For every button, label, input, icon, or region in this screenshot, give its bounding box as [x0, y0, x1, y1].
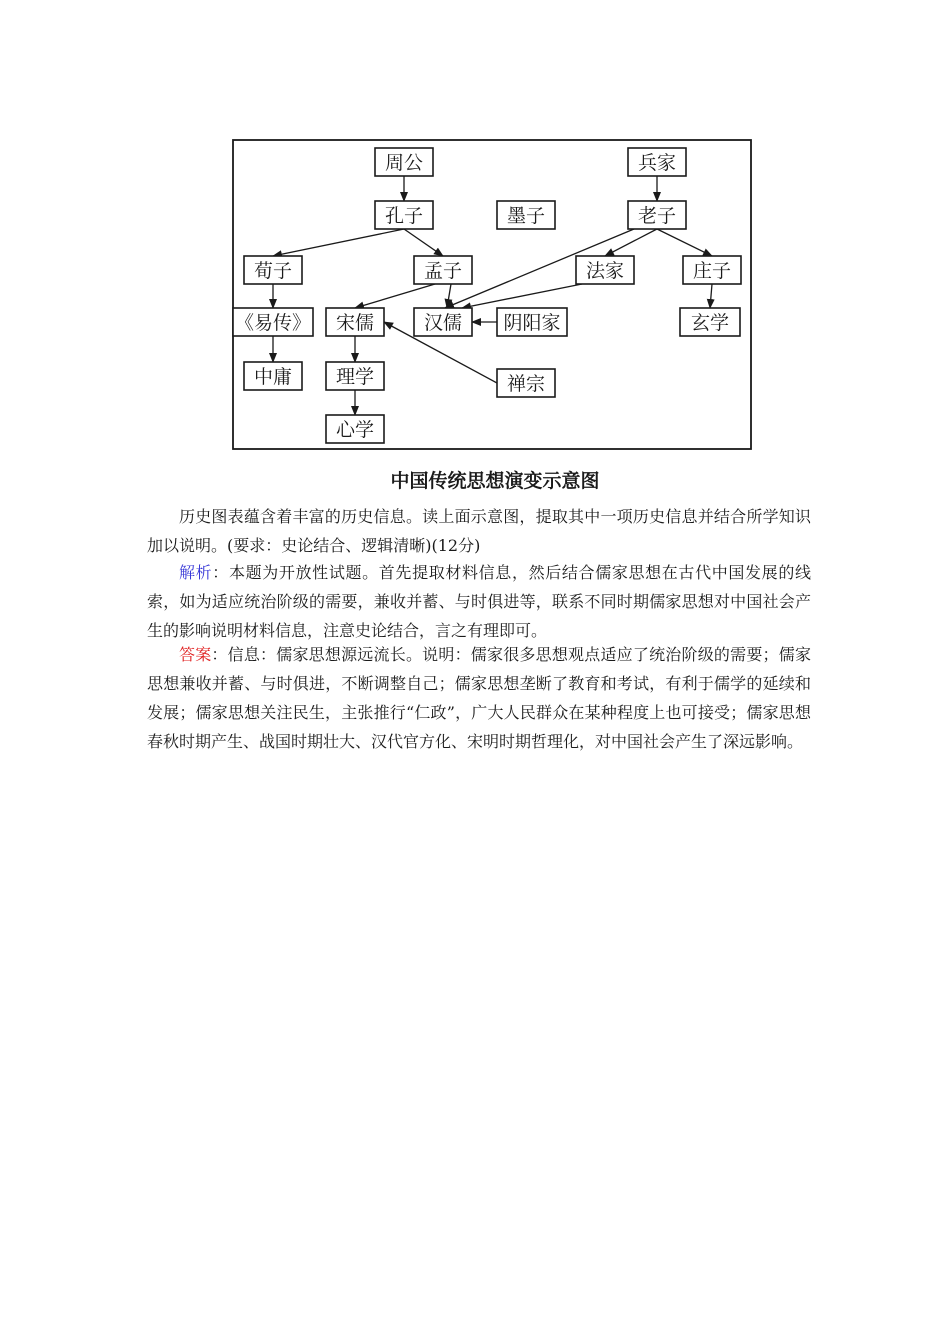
- node-label-lixue: 理学: [335, 366, 375, 388]
- node-label-fajia: 法家: [585, 260, 625, 282]
- node-xuanxue: [680, 308, 740, 336]
- node-zhougong: [375, 148, 433, 176]
- node-label-xuanxue: 玄学: [690, 312, 730, 334]
- node-hanru: [414, 308, 472, 336]
- arrow-kongzi-to-mengzi: [404, 229, 443, 256]
- answer-label: 答案: [179, 645, 212, 664]
- node-yizhuan: [233, 308, 313, 336]
- arrow-mengzi-to-hanru: [447, 284, 451, 308]
- node-bingjia: [628, 148, 686, 176]
- arrow-laozi-to-zhuangzi: [657, 229, 712, 256]
- node-songru: [326, 308, 384, 336]
- node-label-yinyangjia: 阴阳家: [503, 312, 561, 334]
- node-mozi: [497, 201, 555, 229]
- diagram-caption: 中国传统思想演变示意图: [390, 470, 600, 492]
- node-zhuangzi: [683, 256, 741, 284]
- node-lixue: [326, 362, 384, 390]
- node-laozi: [628, 201, 686, 229]
- analysis-paragraph: [147, 558, 811, 645]
- node-fajia: [576, 256, 634, 284]
- arrow-fajia-to-hanru: [462, 284, 582, 308]
- analysis-label: 解析: [179, 563, 213, 582]
- thought-evolution-diagram: [0, 0, 950, 460]
- node-label-chanzong: 禅宗: [506, 373, 546, 395]
- node-kongzi: [375, 201, 433, 229]
- node-label-mengzi: 孟子: [423, 260, 463, 282]
- node-label-yizhuan: 《易传》: [234, 312, 312, 334]
- arrow-zhuangzi-to-xuanxue: [710, 284, 712, 308]
- answer-paragraph: [147, 640, 811, 756]
- node-label-mozi: 墨子: [506, 205, 546, 227]
- question-text: 历史图表蕴含着丰富的历史信息。读上面示意图，提取其中一项历史信息并结合所学知识加以说明。(要求：史论结合、逻辑清晰)(12分): [147, 507, 811, 555]
- node-chanzong: [497, 369, 555, 397]
- node-yinyangjia: [497, 308, 567, 336]
- arrow-mengzi-to-songru: [355, 284, 435, 308]
- analysis-text: ：本题为开放性试题。首先提取材料信息，然后结合儒家思想在古代中国发展的线索，如为适应统治阶级的需要，兼收并蓄、与时俱进等，联系不同时期儒家思想对中国社会产生的影响说明材料信息，注意史论结合，言之有理即可。: [147, 563, 811, 640]
- node-label-xinxue: 心学: [335, 419, 375, 441]
- node-label-songru: 宋儒: [335, 312, 375, 334]
- node-label-hanru: 汉儒: [423, 312, 463, 334]
- node-label-zhuangzi: 庄子: [692, 260, 732, 282]
- node-zhongyong: [244, 362, 302, 390]
- diagram-frame: [233, 140, 751, 449]
- arrow-kongzi-to-xunzi: [273, 229, 404, 256]
- node-xunzi: [244, 256, 302, 284]
- node-xinxue: [326, 415, 384, 443]
- arrow-laozi-to-fajia: [605, 229, 657, 256]
- node-label-laozi: 老子: [637, 205, 677, 227]
- answer-text: ：信息：儒家思想源远流长。说明：儒家很多思想观点适应了统治阶级的需要；儒家思想兼收并蓄、与时俱进，不断调整自己；儒家思想垄断了教育和考试，有利于儒学的延续和发展；儒家思想关注民生，主张推行“仁政”，广大人民群众在某种程度上也可接受；儒家思想春秋时期产生、战国时期壮大、汉代官方化、宋明时期哲理化，对中国社会产生了深远影响。: [147, 645, 811, 751]
- node-label-bingjia: 兵家: [637, 152, 677, 174]
- node-label-xunzi: 荀子: [253, 260, 293, 282]
- node-mengzi: [414, 256, 472, 284]
- node-label-zhongyong: 中庸: [253, 366, 293, 388]
- node-label-kongzi: 孔子: [384, 205, 424, 227]
- node-label-zhougong: 周公: [384, 152, 424, 174]
